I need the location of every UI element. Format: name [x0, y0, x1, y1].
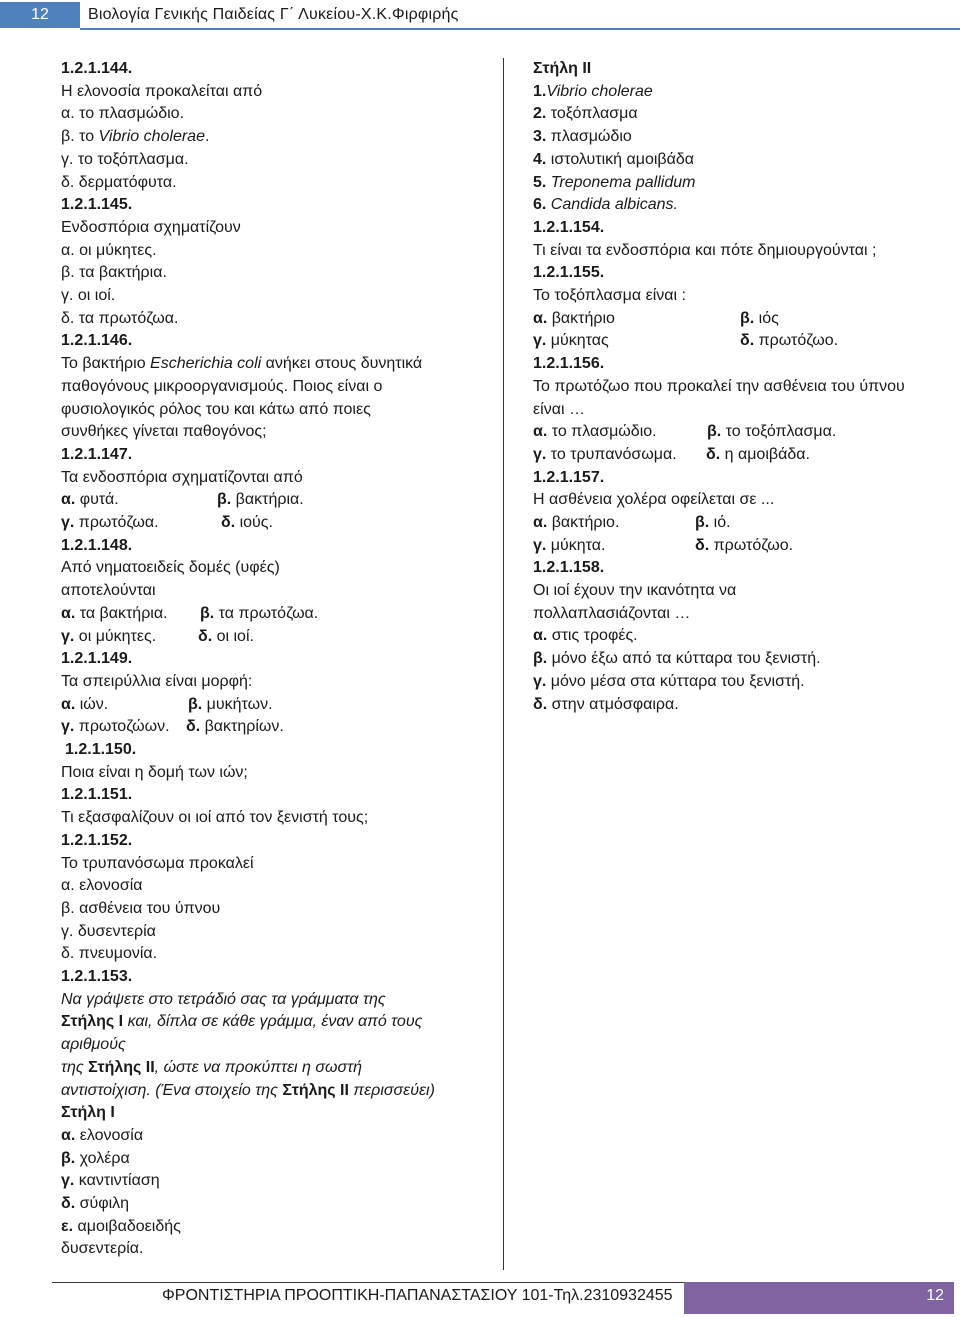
- option-label: β.: [188, 695, 203, 713]
- option-text: ιούς.: [235, 514, 273, 532]
- option-text: στην ατμόσφαιρα.: [547, 695, 679, 713]
- option-a: [533, 625, 943, 648]
- question-text-part: αντιστοίχιση. (Ένα στοιχείο της: [61, 1081, 283, 1099]
- question-number: 1.2.1.149.: [61, 650, 133, 668]
- option-label: α.: [61, 604, 76, 622]
- option-text: φυτά.: [75, 491, 119, 509]
- item-text: ιστολυτική αμοιβάδα: [546, 150, 695, 168]
- question-text: Από νηματοειδείς δομές (υφές): [61, 559, 280, 577]
- question-text: Τι εξασφαλίζουν οι ιοί από τον ξενιστή τους;: [61, 809, 369, 827]
- option-text: οι μύκητες.: [74, 627, 157, 645]
- list-item: [533, 194, 943, 217]
- question-text: Το τρυπανόσωμα προκαλεί: [61, 854, 254, 872]
- option-c: γ. δυσεντερία: [61, 922, 156, 940]
- option-label: α.: [61, 491, 76, 509]
- question-text: Τα σπειρύλλια είναι μορφή:: [61, 672, 253, 690]
- option-text: πρωτόζωο.: [709, 536, 794, 554]
- list-item: [61, 1125, 491, 1148]
- item-text: αμοιβαδοειδής: [73, 1217, 181, 1235]
- item-label: 1.: [533, 82, 547, 100]
- options-row: [61, 489, 491, 512]
- item-label: α.: [61, 1126, 76, 1144]
- column-divider: [503, 58, 504, 1270]
- option-a: [533, 514, 619, 531]
- question-text: παθογόνους μικροοργανισμούς. Ποιος είναι ο: [61, 377, 383, 395]
- option-c: γ. οι ιοί.: [61, 287, 116, 305]
- item-text: σύφιλη: [75, 1195, 130, 1213]
- option-text: ιός: [754, 309, 779, 327]
- option-c: [61, 514, 159, 531]
- option-text: στις τροφές.: [547, 627, 638, 645]
- option-label: δ.: [695, 536, 710, 554]
- option-label: α.: [61, 695, 76, 713]
- question-text-part: , ώστε να προκύπτει η σωστή: [154, 1058, 362, 1076]
- option-d: [740, 330, 838, 353]
- option-d: [221, 512, 273, 535]
- footer-page-number: 12: [684, 1282, 954, 1314]
- options-row: [61, 603, 491, 626]
- option-a: α. ελονοσία: [61, 877, 143, 895]
- option-text: ιών.: [75, 695, 109, 713]
- item-text: χολέρα: [75, 1149, 130, 1167]
- options-row: [61, 694, 491, 717]
- option-label: β.: [533, 650, 548, 668]
- item-text: τοξόπλασμα: [546, 105, 638, 123]
- option-label: δ.: [706, 445, 721, 463]
- option-text: το πλασμώδιο.: [547, 423, 657, 441]
- page-header: [0, 0, 960, 32]
- question-text: Το πρωτόζωο που προκαλεί την ασθένεια του ύπνου: [533, 377, 905, 395]
- item-text: ελονοσία: [75, 1126, 144, 1144]
- option-a: [61, 491, 119, 508]
- question-number: 1.2.1.152.: [61, 831, 133, 849]
- question-text: Τα ενδοσπόρια σχηματίζονται από: [61, 468, 303, 486]
- option-d: [533, 694, 943, 717]
- column-ref: Στήλης Ι: [61, 1013, 124, 1031]
- question-text-part: Το βακτήριο: [61, 355, 151, 373]
- list-item: [533, 126, 943, 149]
- option-text: μόνο έξω από τα κύτταρα του ξενιστή.: [547, 650, 821, 668]
- option-text: το τοξόπλασμα.: [721, 423, 837, 441]
- question-text: συνθήκες γίνεται παθογόνος;: [61, 423, 267, 441]
- option-a: α. το πλασμώδιο.: [61, 105, 185, 123]
- option-text: τα βακτήρια.: [75, 604, 168, 622]
- option-d: δ. πνευμονία.: [61, 945, 158, 963]
- option-text: τα πρωτόζωα.: [214, 604, 319, 622]
- option-b: β. τα βακτήρια.: [61, 264, 167, 282]
- option-d: δ. δερματόφυτα.: [61, 173, 177, 191]
- option-label: α.: [533, 514, 548, 531]
- option-a: [533, 423, 657, 440]
- question-text-part: ανήκει στους δυνητικά: [261, 355, 423, 373]
- option-d: [186, 716, 284, 739]
- option-text: .: [204, 128, 210, 146]
- options-row: [533, 444, 943, 467]
- list-item: [61, 1216, 491, 1239]
- list-item: [61, 1170, 491, 1193]
- list-item: [61, 1193, 491, 1216]
- item-text: Treponema pallidum: [546, 173, 696, 191]
- option-c: [533, 332, 609, 349]
- option-label: α.: [533, 309, 548, 327]
- right-column: [533, 58, 943, 716]
- option-text: οι ιοί.: [212, 627, 254, 645]
- question-text: αριθμούς: [61, 1036, 126, 1054]
- option-d: [695, 535, 793, 558]
- header-page-number: 12: [0, 2, 80, 28]
- option-b: [188, 694, 273, 717]
- options-row: [533, 512, 943, 535]
- question-text: είναι …: [533, 400, 585, 418]
- item-label: 4.: [533, 150, 547, 168]
- question-number: 1.2.1.155.: [533, 264, 605, 282]
- question-text: Τι είναι τα ενδοσπόρια και πότε δημιουργούνται ;: [533, 241, 877, 259]
- option-label: δ.: [221, 514, 236, 532]
- option-text: βακτήριο.: [547, 514, 620, 531]
- question-number: 1.2.1.157.: [533, 468, 605, 486]
- option-text: η αμοιβάδα.: [720, 445, 810, 463]
- option-label: α.: [533, 423, 548, 441]
- question-text: φυσιολογικός ρόλος του και κάτω από ποιες: [61, 400, 371, 418]
- options-row: [533, 330, 943, 353]
- question-text: Να γράψετε στο τετράδιό σας τα γράμματα της: [61, 990, 386, 1008]
- column-ref: Στήλης ΙΙ: [282, 1081, 349, 1099]
- option-b: [695, 512, 731, 535]
- option-label: β.: [740, 309, 755, 327]
- list-item: [533, 81, 943, 104]
- option-label: β.: [200, 604, 215, 622]
- option-c: [533, 671, 943, 694]
- option-label: δ.: [186, 718, 201, 736]
- species-name: Escherichia coli: [150, 355, 262, 373]
- option-c: γ. το τοξόπλασμα.: [61, 150, 189, 168]
- option-text: πρωτοζώων.: [74, 718, 170, 736]
- question-number: 1.2.1.144.: [61, 60, 133, 77]
- option-label: δ.: [740, 332, 755, 350]
- question-text: [61, 1080, 491, 1103]
- question-number: 1.2.1.156.: [533, 355, 605, 373]
- list-item: [533, 149, 943, 172]
- option-c: [533, 537, 605, 554]
- option-text: μύκητα.: [546, 536, 606, 554]
- item-text: πλασμώδιο: [546, 128, 632, 146]
- option-text: βακτήρια.: [231, 491, 304, 509]
- option-label: β.: [217, 491, 232, 509]
- item-text: Vibrio cholerae: [546, 82, 653, 100]
- item-label: 2.: [533, 105, 547, 123]
- option-label: γ.: [533, 332, 547, 350]
- option-c: [61, 628, 156, 645]
- option-b: [200, 603, 318, 626]
- item-label: 5.: [533, 173, 547, 191]
- item-label: β.: [61, 1149, 76, 1167]
- option-text: μόνο μέσα στα κύτταρα του ξενιστή.: [546, 672, 805, 690]
- options-row: [61, 716, 491, 739]
- option-a: [61, 696, 108, 713]
- option-label: δ.: [533, 695, 548, 713]
- option-text: βακτήριο: [547, 309, 615, 327]
- column-2-title: Στήλη ΙΙ: [533, 60, 592, 77]
- question-text: Οι ιοί έχουν την ικανότητα να: [533, 582, 737, 600]
- footer-text: ΦΡΟΝΤΙΣΤΗΡΙΑ ΠΡΟΟΠΤΙΚΗ-ΠΑΠΑΝΑΣΤΑΣΙΟΥ 101-Τηλ.2310932455: [162, 1287, 673, 1304]
- option-label: β.: [707, 423, 722, 441]
- list-item: [533, 103, 943, 126]
- list-item: [533, 172, 943, 195]
- question-number: 1.2.1.148.: [61, 536, 133, 554]
- option-text: πρωτόζωα.: [74, 514, 159, 532]
- option-a: [61, 605, 168, 622]
- option-d: [706, 444, 810, 467]
- option-text: μυκήτων.: [202, 695, 273, 713]
- option-d: δ. τα πρωτόζωα.: [61, 309, 179, 327]
- option-c: [61, 718, 170, 735]
- option-b: [533, 648, 943, 671]
- question-number: 1.2.1.151.: [61, 786, 133, 804]
- header-title: Βιολογία Γενικής Παιδείας Γ΄ Λυκείου-Χ.Κ.Φιρφιρής: [88, 6, 459, 23]
- question-text: Το τοξόπλασμα είναι :: [533, 287, 686, 305]
- option-d: [198, 626, 254, 649]
- option-label: γ.: [61, 514, 75, 532]
- option-label: α.: [533, 627, 548, 645]
- option-label: γ.: [61, 718, 75, 736]
- option-b: [61, 126, 491, 149]
- question-text-part: της: [61, 1058, 89, 1076]
- options-row: [61, 512, 491, 535]
- question-text: αποτελούνται: [61, 582, 156, 600]
- option-a: α. οι μύκητες.: [61, 241, 157, 259]
- option-text: βακτηρίων.: [200, 718, 284, 736]
- options-row: [61, 626, 491, 649]
- question-number: 1.2.1.147.: [61, 445, 133, 463]
- item-label: 6.: [533, 196, 547, 214]
- option-b: [740, 308, 779, 331]
- option-text: ιό.: [709, 514, 731, 531]
- column-ref: Στήλης ΙΙ: [88, 1058, 155, 1076]
- option-b: β. ασθένεια του ύπνου: [61, 899, 221, 917]
- list-item: [61, 1148, 491, 1171]
- question-number: 1.2.1.146.: [61, 332, 133, 350]
- option-b: [707, 421, 836, 444]
- question-text: Η ασθένεια χολέρα οφείλεται σε ...: [533, 491, 775, 509]
- item-text: καντιντίαση: [74, 1172, 160, 1190]
- option-label: γ.: [533, 672, 547, 690]
- item-label: γ.: [61, 1172, 75, 1190]
- option-b: [217, 489, 304, 512]
- option-text: πρωτόζωο.: [754, 332, 839, 350]
- item-label: δ.: [61, 1195, 76, 1213]
- species-name: Vibrio cholerae: [98, 128, 205, 146]
- footer-rule: [52, 1282, 684, 1283]
- options-row: [533, 535, 943, 558]
- option-label: γ.: [61, 627, 75, 645]
- option-text: μύκητας: [546, 332, 609, 350]
- options-row: [533, 421, 943, 444]
- column-1-title: Στήλη Ι: [61, 1104, 115, 1122]
- option-label: β.: [695, 514, 710, 531]
- question-text-part: περισσεύει): [348, 1081, 435, 1099]
- option-text: το τρυπανόσωμα.: [546, 445, 677, 463]
- question-number: 1.2.1.145.: [61, 196, 133, 214]
- question-number: 1.2.1.153.: [61, 968, 133, 986]
- question-text: Ποια είναι η δομή των ιών;: [61, 763, 248, 781]
- question-text: Ενδοσπόρια σχηματίζουν: [61, 218, 241, 236]
- option-c: [533, 446, 677, 463]
- item-label: 3.: [533, 128, 547, 146]
- options-row: [533, 308, 943, 331]
- question-text: Η ελονοσία προκαλείται από: [61, 82, 263, 100]
- left-column: [61, 58, 491, 1261]
- option-label: δ.: [198, 627, 213, 645]
- question-text-part: και, δίπλα σε κάθε γράμμα, έναν από τους: [123, 1013, 423, 1031]
- question-text: [61, 353, 491, 376]
- question-number: 1.2.1.158.: [533, 559, 605, 577]
- item-label: ε.: [61, 1217, 74, 1235]
- question-text: [61, 1011, 491, 1034]
- list-item-continuation: δυσεντερία.: [61, 1240, 144, 1258]
- question-text: πολλαπλασιάζονται …: [533, 604, 691, 622]
- option-text: β. το: [61, 128, 99, 146]
- question-number: 1.2.1.150.: [65, 741, 137, 758]
- question-text: [61, 1057, 491, 1080]
- question-number: 1.2.1.154.: [533, 218, 605, 236]
- option-a: [533, 310, 615, 327]
- header-rule: [80, 28, 960, 30]
- option-label: γ.: [533, 536, 547, 554]
- option-label: γ.: [533, 445, 547, 463]
- item-text: Candida albicans.: [546, 196, 678, 214]
